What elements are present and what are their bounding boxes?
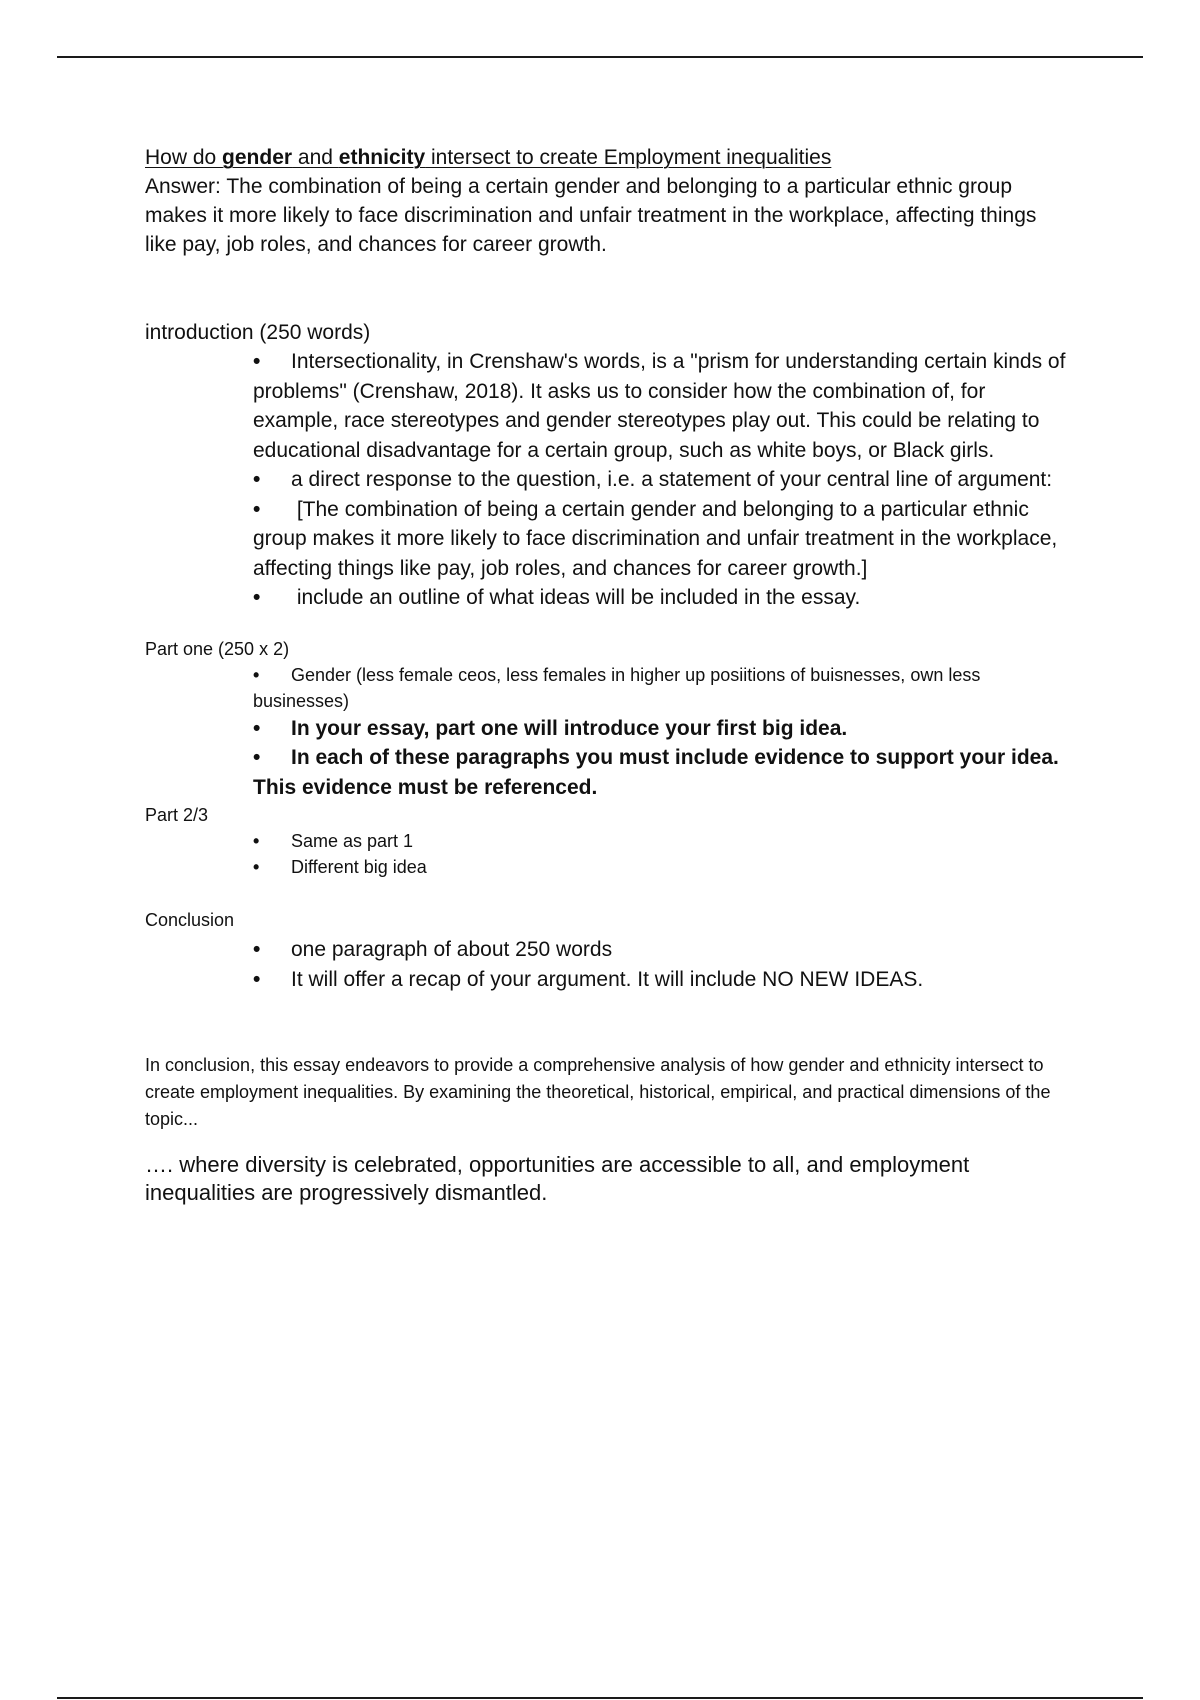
bullet-text: In your essay, part one will introduce your first big idea. xyxy=(291,716,848,740)
bottom-border-line xyxy=(57,1697,1143,1699)
introduction-bullet-list xyxy=(145,347,1068,613)
list-item xyxy=(253,347,1068,465)
bullet-icon: • xyxy=(253,664,260,685)
bullet-icon: • xyxy=(253,716,261,740)
list-item xyxy=(253,495,1068,584)
part-two-three-heading: Part 2/3 xyxy=(145,805,209,825)
final-paragraph: …. where diversity is celebrated, opportunities are accessible to all, and employment inequalities are progressively dismantled. xyxy=(145,1152,970,1205)
bullet-text: one paragraph of about 250 words xyxy=(291,938,613,961)
bullet-text: In each of these paragraphs you must include evidence to support your idea. This evidence must be referenced. xyxy=(253,746,1059,799)
title-text-gender: gender xyxy=(222,146,293,169)
answer-paragraph: Answer: The combination of being a certain gender and belonging to a particular ethnic group makes it more likely to face discrimination and unfair treatment in the workplace, affecting things like pay, job roles, and chances for career growth. xyxy=(145,175,1037,256)
introduction-heading: introduction (250 words) xyxy=(145,321,371,344)
list-item xyxy=(253,965,1068,995)
bullet-text: Same as part 1 xyxy=(291,831,414,851)
title-text-5: intersect to create Employment inequalities xyxy=(425,146,832,169)
bullet-text: It will offer a recap of your argument. It will include NO NEW IDEAS. xyxy=(291,967,924,991)
bullet-icon: • xyxy=(253,857,260,877)
bullet-icon: • xyxy=(253,938,261,961)
bullet-icon: • xyxy=(253,746,261,769)
bullet-icon: • xyxy=(253,831,260,851)
essay-question-title xyxy=(145,143,1065,172)
list-item xyxy=(253,854,1068,880)
list-item xyxy=(253,743,1068,802)
title-text-3: and xyxy=(292,146,339,169)
bullet-text: Intersectionality, in Crenshaw's words, is a "prism for understanding certain kinds of problems" (Crenshaw, 2018). It asks us to consider how the combination of, for example, race stereotypes and gender stereotypes play out. This could be relating to educational disadvantage for a certain group, such as white boys, or Black girls. xyxy=(253,350,1066,462)
conclusion-paragraph: In conclusion, this essay endeavors to provide a comprehensive analysis of how gender and ethnicity intersect to create employment inequalities. By examining the theoretical, historical, empirical, and practical dimensions of the topic... xyxy=(145,1055,1051,1129)
bullet-icon: • xyxy=(253,497,261,521)
bullet-icon: • xyxy=(253,468,261,491)
part-one-heading: Part one (250 x 2) xyxy=(145,638,290,659)
conclusion-heading: Conclusion xyxy=(145,910,235,930)
part-one-bullet-list xyxy=(145,662,1068,714)
document-body xyxy=(145,143,1065,1207)
bullet-icon: • xyxy=(253,586,261,609)
part-one-bold-bullet-list xyxy=(145,714,1068,803)
bullet-icon: • xyxy=(253,967,261,991)
list-item xyxy=(253,662,1068,714)
list-item xyxy=(253,828,1068,854)
list-item xyxy=(253,714,1068,744)
title-text-1: How do xyxy=(145,146,223,169)
bullet-text: include an outline of what ideas will be included in the essay. xyxy=(291,586,861,609)
list-item xyxy=(253,583,1068,613)
list-item xyxy=(253,465,1068,495)
part-two-three-bullet-list xyxy=(145,828,1068,880)
list-item xyxy=(253,935,1068,965)
top-border-line xyxy=(57,56,1143,58)
title-text-ethnicity: ethnicity xyxy=(338,146,426,169)
conclusion-bullet-list xyxy=(145,935,1068,994)
bullet-text: a direct response to the question, i.e. a statement of your central line of argument: xyxy=(291,468,1053,491)
bullet-text: Different big idea xyxy=(291,857,427,877)
bullet-text: Gender (less female ceos, less females in higher up posiitions of buisnesses, own less businesses) xyxy=(253,664,981,711)
bullet-text: [The combination of being a certain gender and belonging to a particular ethnic group makes it more likely to face discrimination and unfair treatment in the workplace, affecting things like pay, job roles, and chances for career growth.] xyxy=(253,497,1058,580)
bullet-icon: • xyxy=(253,350,261,373)
